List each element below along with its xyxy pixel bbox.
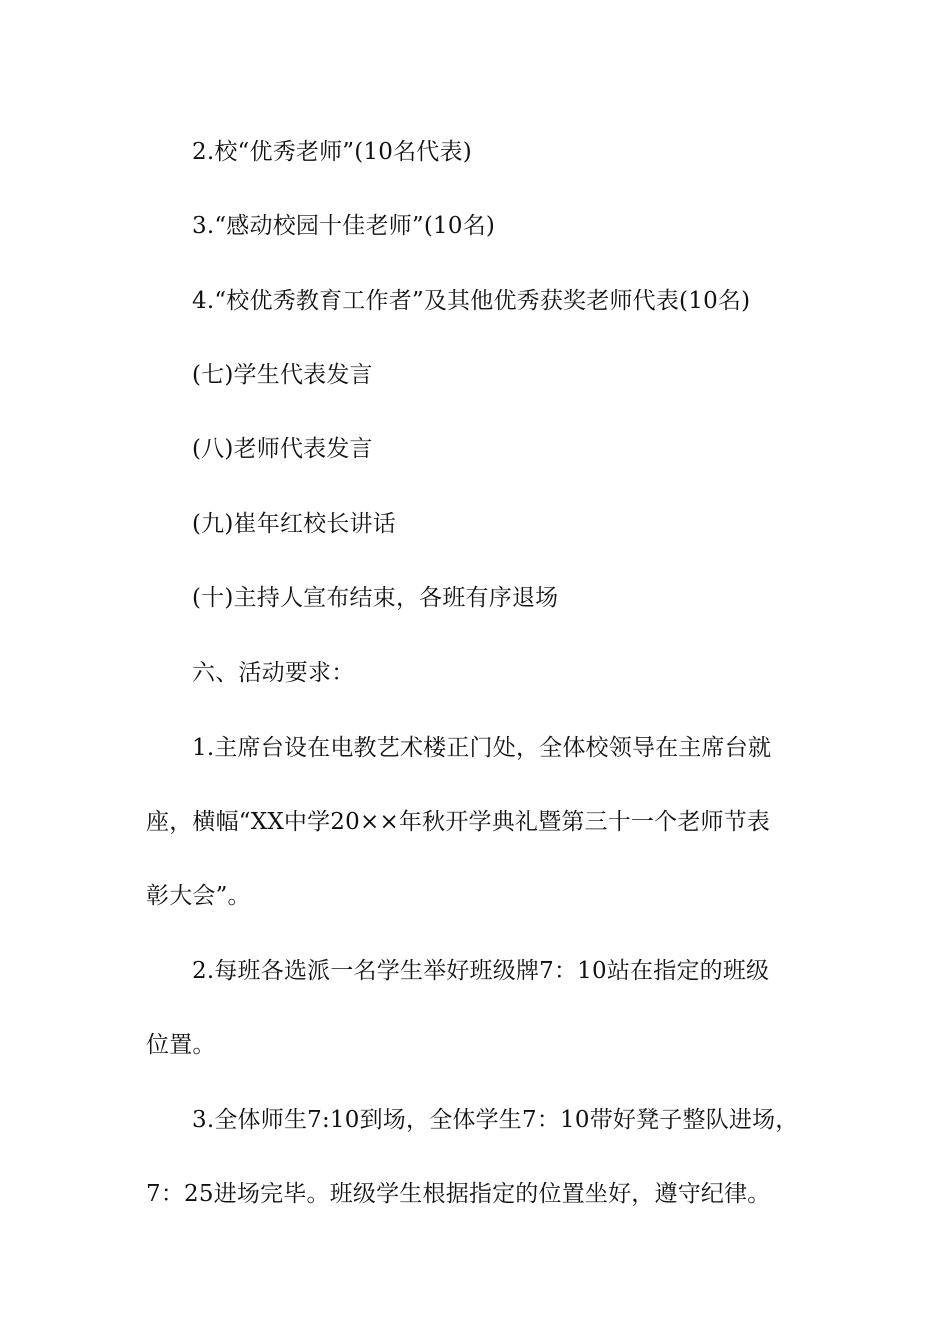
section-item: (七)学生代表发言 bbox=[192, 362, 373, 388]
paragraph-line: 2.每班各选派一名学生举好班级牌7：10站在指定的班级 bbox=[192, 958, 770, 984]
paragraph-line: 3.全体师生7:10到场，全体学生7：10带好凳子整队进场， bbox=[192, 1107, 799, 1133]
section-item: (九)崔年红校长讲话 bbox=[192, 511, 396, 537]
list-item: 3.“感动校园十佳老师”(10名) bbox=[192, 213, 496, 239]
section-item: (十)主持人宣布结束，各班有序退场 bbox=[192, 585, 559, 611]
paragraph-line: 1.主席台设在电教艺术楼正门处，全体校领导在主席台就 bbox=[192, 735, 772, 761]
section-item: (八)老师代表发言 bbox=[192, 436, 373, 462]
paragraph-line: 7：25进场完毕。班级学生根据指定的位置坐好，遵守纪律。 bbox=[146, 1181, 771, 1207]
section-heading: 六、活动要求： bbox=[192, 660, 355, 686]
paragraph-line: 座，横幅“XX中学20××年秋开学典礼暨第三十一个老师节表 bbox=[146, 809, 771, 835]
list-item: 2.校“优秀老师”(10名代表) bbox=[192, 139, 472, 165]
paragraph-line: 彰大会”。 bbox=[146, 883, 251, 909]
paragraph-line: 位置。 bbox=[146, 1032, 216, 1058]
list-item: 4.“校优秀教育工作者”及其他优秀获奖老师代表(10名) bbox=[192, 288, 751, 314]
